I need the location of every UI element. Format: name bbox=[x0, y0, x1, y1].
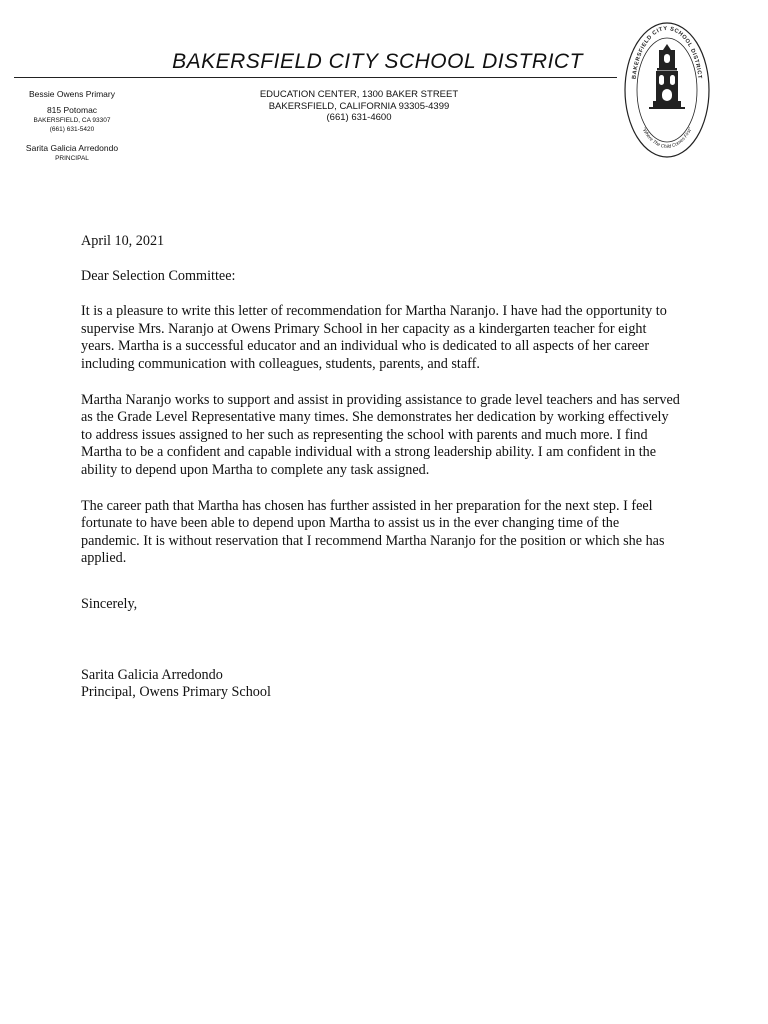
education-center-line2: BAKERSFIELD, CALIFORNIA 93305-4399 bbox=[268, 100, 450, 112]
school-street: 815 Potomac bbox=[46, 105, 98, 115]
letter-salutation: Dear Selection Committee: bbox=[81, 267, 236, 284]
letter-closing: Sincerely, bbox=[81, 595, 138, 612]
signer-name: Sarita Galicia Arredondo bbox=[81, 666, 223, 683]
letter-paragraph: The career path that Martha has chosen has further assisted in her preparation for the next step. I feel fortunate to have been able to depend upon Martha to assist us in the ever changing time of the pandemic. It is without reservation that I recommend Martha Naranjo for the position or which she has applied. bbox=[81, 497, 665, 567]
school-principal-title: PRINCIPAL bbox=[55, 155, 89, 162]
seal-tower-icon bbox=[649, 44, 685, 109]
seal-ring-text: BAKERSFIELD CITY SCHOOL DISTRICT bbox=[631, 25, 703, 80]
education-center-address bbox=[234, 89, 484, 124]
letter-paragraph: It is a pleasure to write this letter of recommendation for Martha Naranjo. I have had the opportunity to supervise Mrs. Naranjo at Owens Primary School in her capacity as a kindergarten teacher for eight years. Martha is a successful educator and an individual who is dedicated to all aspects of her career including communication with colleagues, students, parents, and staff. bbox=[81, 303, 667, 372]
school-city: BAKERSFIELD, CA 93307 bbox=[33, 117, 111, 124]
education-center-phone: (661) 631-4600 bbox=[326, 112, 392, 123]
letter-body bbox=[81, 233, 681, 702]
letterhead-rule bbox=[14, 77, 617, 78]
letter-date: April 10, 2021 bbox=[81, 233, 165, 249]
school-principal-name: Sarita Galicia Arredondo bbox=[25, 143, 119, 153]
letter-paragraph: Martha Naranjo works to support and assist in providing assistance to grade level teachers and has served as the Grade Level Representative many times. She demonstrates her dedication by working effectively to address issues assigned to her such as representing the school with parents and much more. I find Martha to be a confident and capable individual with a strong leadership ability. I am confident in the ability to depend upon Martha to complete any task assigned. bbox=[81, 391, 680, 478]
district-seal-icon bbox=[623, 20, 711, 160]
school-phone: (661) 631-5420 bbox=[49, 126, 95, 133]
school-name: Bessie Owens Primary bbox=[29, 89, 115, 99]
district-title: BAKERSFIELD CITY SCHOOL DISTRICT bbox=[172, 50, 583, 73]
school-address-block bbox=[10, 89, 134, 163]
seal-motto: "Where The Child Comes First" bbox=[640, 127, 694, 150]
education-center-line1: EDUCATION CENTER, 1300 BAKER STREET bbox=[259, 89, 459, 100]
signer-title: Principal, Owens Primary School bbox=[81, 684, 271, 701]
